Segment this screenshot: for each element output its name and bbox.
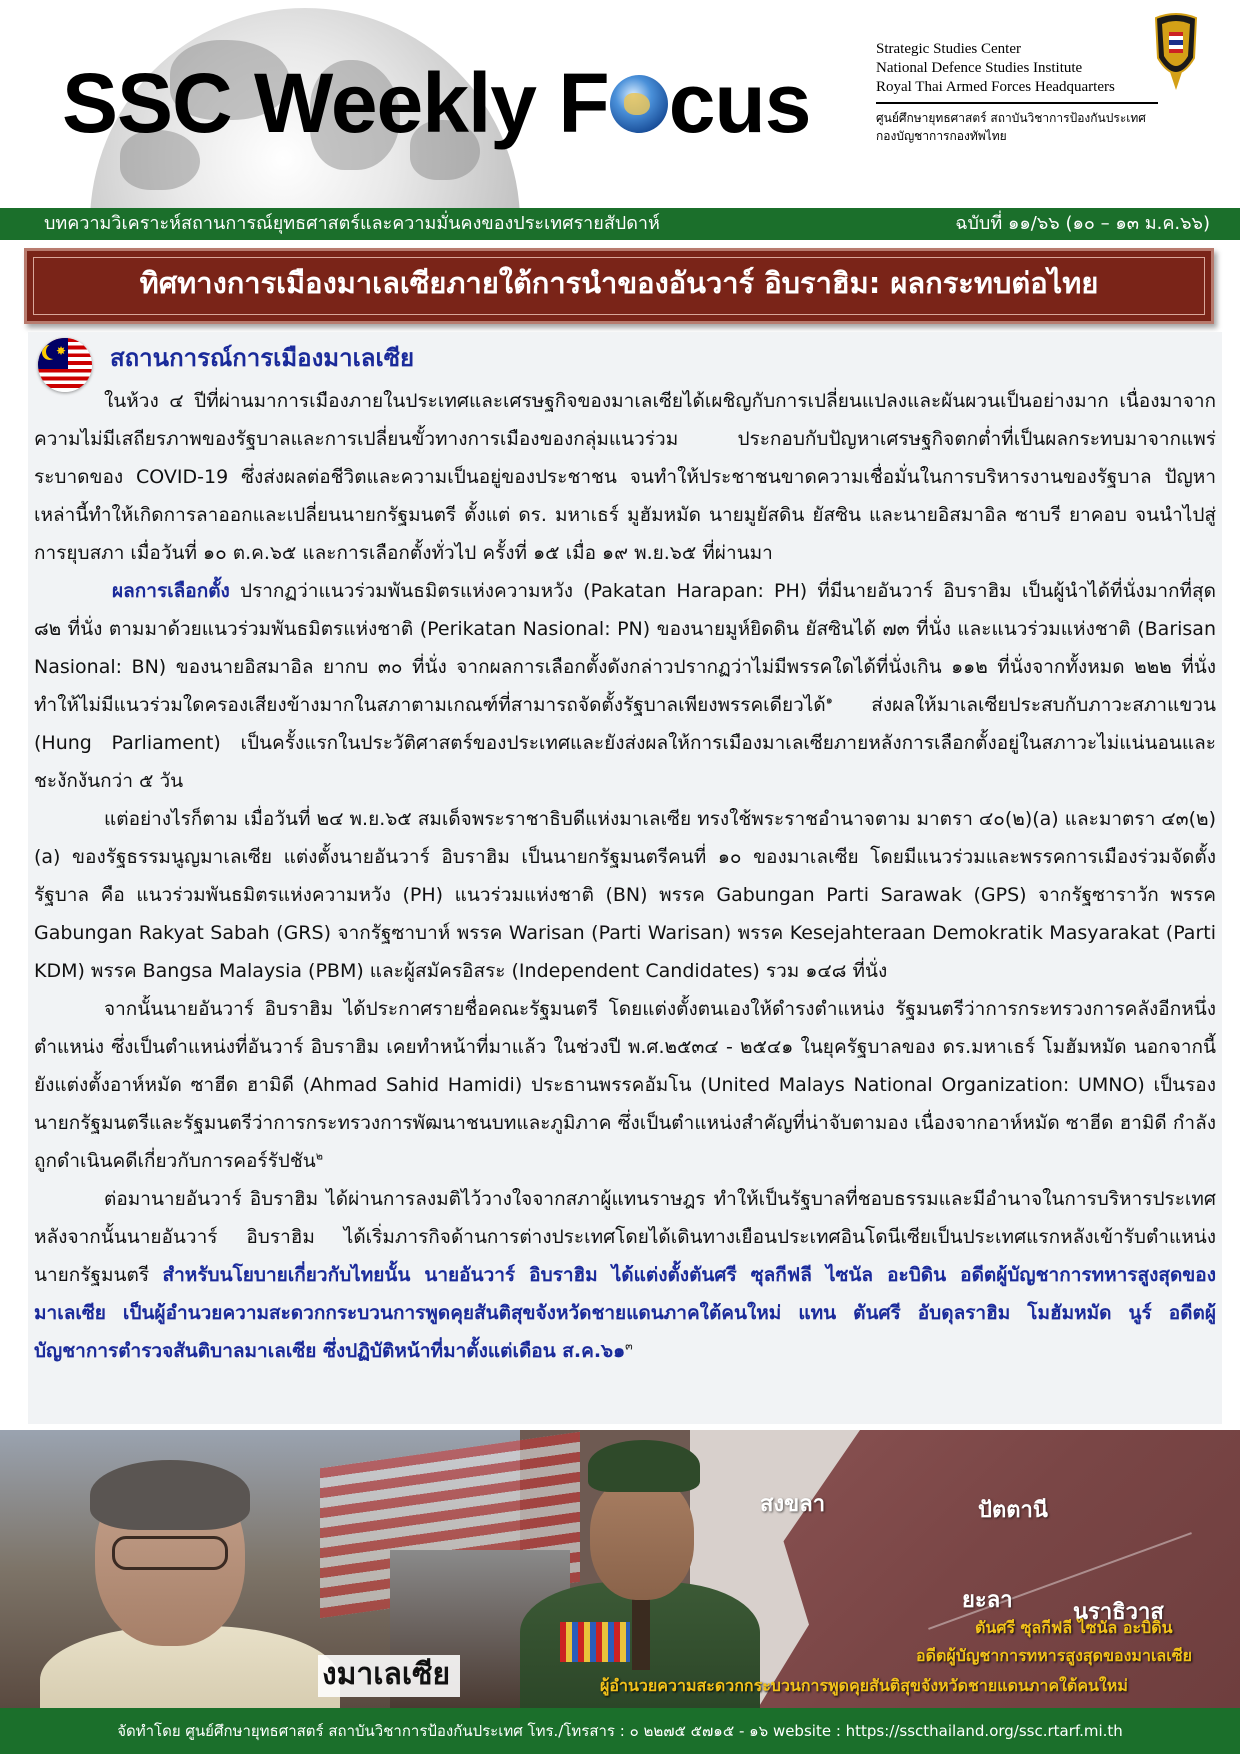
footer-bar <box>0 1708 1240 1754</box>
paragraph-5a: ต่อมานายอันวาร์ อิบราฮิม ได้ผ่านการลงมติไว้วางใจจากสภาผู้แทนราษฎร ทำให้เป็นรัฐบาลที่ชอบธรรมและมีอำนาจในการบริหารประเทศ หลังจากนั้นนายอันวาร์ อิบราฮิม ได้เริ่มภารกิจด้านการต่างประเทศโดยได้เดินทางเยือนประเทศอินโดนีเซียเป็นประเทศแรกหลังเข้ารับตำแหน่งนายกรัฐมนตรี <box>34 1188 1216 1286</box>
paragraph-2a: ปรากฏว่าแนวร่วมพันธมิตรแห่งความหวัง (Pakatan Harapan: PH) ที่มีนายอันวาร์ อิบราฮิม เป็นผู้นำได้ที่นั่งมากที่สุด ๘๒ ที่นั่ง ตามมาด้วยแนวร่วมพันธมิตรแห่งชาติ (Perikatan Nasional: PN) ของนายมูห์ยิดดิน ยัสซินได้ ๗๓ ที่นั่ง และแนวร่วมแห่งชาติ (Barisan Nasional: BN) ของนายอิสมาอิล ยากบ ๓๐ ที่นั่ง จากผลการเลือกตั้งดังกล่าวปรากฏว่าไม่มีพรรคใดได้ที่นั่งเกิน ๑๑๒ ที่นั่งจากทั้งหมด ๒๒๒ ที่นั่ง ทำให้ไม่มีแนวร่วมใดครองเสียงข้างมากในสภาตามเกณฑ์ที่สามารถจัดตั้งรัฐบาลเพียงพรรคเดียวได้ <box>34 580 1216 716</box>
portrait-general <box>520 1440 760 1708</box>
org-name-th-1: ศูนย์ศึกษายุทธศาสตร์ สถาบันวิชาการป้องกันประเทศ <box>876 111 1146 125</box>
paragraph-1: ในห้วง ๔ ปีที่ผ่านมาการเมืองภายในประเทศและเศรษฐกิจของมาเลเซียได้เผชิญกับการเปลี่ยนแปลงและผันผวนเป็นอย่างมาก เนื่องมาจากความไม่มีเสถียรภาพของรัฐบาลและการเปลี่ยนขั้วทางการเมืองของกลุ่มแนวร่วม ประกอบกับปัญหาเศรษฐกิจตกต่ำที่เป็นผลกระทบมาจากแพร่ระบาดของ COVID-19 ซึ่งส่งผลต่อชีวิตและความเป็นอยู่ของประชาชน จนทำให้ประชาชนขาดความเชื่อมั่นในการบริหารงานของรัฐบาล ปัญหาเหล่านี้ทำให้เกิดการลาออกและเปลี่ยนนายกรัฐมนตรี ตั้งแต่ ดร. มหาเธร์ มูฮัมหมัด นายมูยัสดิน ยัสซิน และนายอิสมาอิล ซาบรี ยาคอบ จนนำไปสู่การยุบสภา เมื่อวันที่ ๑๐ ต.ค.๖๕ และการเลือกตั้งทั่วไป ครั้งที่ ๑๕ เมื่อ ๑๙ พ.ย.๖๕ ที่ผ่านมา <box>34 390 1216 564</box>
photo-collage <box>0 1430 1240 1708</box>
org-name-th-2: กองบัญชาการกองทัพไทย <box>876 129 1007 143</box>
section-heading: สถานการณ์การเมืองมาเลเซีย <box>110 344 415 372</box>
map-label-songkhla: สงขลา <box>760 1492 826 1517</box>
cropped-caption: งมาเลเซีย <box>318 1655 460 1697</box>
org-name-en-2: National Defence Studies Institute <box>876 60 1083 76</box>
masthead <box>0 0 1240 208</box>
series-subtitle: บทความวิเคราะห์สถานการณ์ยุทธศาสตร์และความมั่นคงของประเทศรายสัปดาห์ <box>44 213 660 234</box>
title-text-start: SSC Weekly F <box>62 56 609 150</box>
footnote-ref-3: ๓ <box>625 1339 633 1353</box>
paragraph-2b: ส่งผลให้มาเลเซียประสบกับภาวะสภาแขวน (Hung Parliament) เป็นครั้งแรกในประวัติศาสตร์ของประเทศและยังส่งผลให้การเมืองมาเลเซียภายหลังการเลือกตั้งอยู่ในสภาวะไม่แน่นอนและชะงักงันกว่า ๕ วัน <box>34 694 1216 792</box>
issue-bar <box>0 208 1240 240</box>
article-text <box>34 382 1216 1370</box>
footer-text: จัดทำโดย ศูนย์ศึกษายุทธศาสตร์ สถาบันวิชาการป้องกันประเทศ โทร./โทรสาร : ๐ ๒๒๗๕ ๕๗๑๕ - ๑๖ website : https://sscthailand.org/ssc.rtarf.mi.th <box>117 1722 1123 1740</box>
issue-number: ฉบับที่ ๑๑/๖๖ (๑๐ – ๑๓ ม.ค.๖๖) <box>955 213 1210 234</box>
caption-name: ตันศรี ซุลกีฟลี ไซนัล อะบิดิน <box>975 1618 1173 1637</box>
armed-forces-emblem-icon <box>1152 12 1200 94</box>
article-body <box>28 332 1222 1424</box>
title-text-end: cus <box>668 56 811 150</box>
election-result-lead: ผลการเลือกตั้ง <box>112 580 230 602</box>
org-name-en-3: Royal Thai Armed Forces Headquarters <box>876 79 1115 95</box>
map-label-pattani: ปัตตานี <box>978 1498 1048 1523</box>
footnote-ref-1: ๑ <box>825 693 833 707</box>
paragraph <box>34 382 1216 572</box>
paragraph <box>34 1180 1216 1370</box>
caption-role-2: ผู้อำนวยความสะดวกกระบวนการพูดคุยสันติสุขจังหวัดชายแดนภาคใต้คนใหม่ <box>600 1676 1128 1695</box>
paragraph-4: จากนั้นนายอันวาร์ อิบราฮิม ได้ประกาศรายชื่อคณะรัฐมนตรี โดยแต่งตั้งตนเองให้ดำรงตำแหน่ง รัฐมนตรีว่าการกระทรวงการคลังอีกหนึ่งตำแหน่ง ซึ่งเป็นตำแหน่งที่อันวาร์ อิบราฮิม เคยทำหน้าที่มาแล้ว ในช่วงปี พ.ศ.๒๕๓๔ - ๒๕๔๑ ในยุครัฐบาลของ ดร.มหาเธร์ โมฮัมหมัด นอกจากนี้ยังแต่งตั้งอาห์หมัด ซาฮีด ฮามิดี (Ahmad Sahid Hamidi) ประธานพรรคอัมโน (United Malays National Organization: UMNO) เป็นรองนายกรัฐมนตรีและรัฐมนตรีว่าการกระทรวงการพัฒนาชนบทและภูมิภาค ซึ่งเป็นตำแหน่งสำคัญที่น่าจับตามอง เนื่องจากอาห์หมัด ซาฮีด ฮามิดี กำลังถูกดำเนินคดีเกี่ยวกับการคอร์รัปชัน <box>34 998 1216 1172</box>
organization-block <box>876 40 1161 145</box>
map-label-yala: ยะลา <box>962 1588 1013 1613</box>
portrait-anwar <box>40 1466 340 1708</box>
policy-highlight: สำหรับนโยบายเกี่ยวกับไทยนั้น นายอันวาร์ อิบราฮิม ได้แต่งตั้งตันศรี ซุลกีฟลี ไซนัล อะบิดิน อดีตผู้บัญชาการทหารสูงสุดของมาเลเซีย เป็นผู้อำนวยความสะดวกกระบวนการพูดคุยสันติสุขจังหวัดชายแดนภาคใต้คนใหม่ แทน ตันศรี อับดุลราฮิม โมฮัมหมัด นูร์ อดีตผู้บัญชาการตำรวจสันติบาลมาเลเซีย ซึ่งปฏิบัติหน้าที่มาตั้งแต่เดือน ส.ค.๖๑ <box>34 1264 1216 1362</box>
headline-banner <box>24 248 1214 324</box>
map-label-narathiwat: นราธิวาส <box>1073 1600 1164 1625</box>
masthead-title <box>62 58 810 148</box>
caption-role-1: อดีตผู้บัญชาการทหารสูงสุดของมาเลเซีย <box>916 1646 1192 1665</box>
headline-text: ทิศทางการเมืองมาเลเซียภายใต้การนำของอันวาร์ อิบราฮิม: ผลกระทบต่อไทย <box>139 266 1099 300</box>
org-divider <box>876 102 1158 104</box>
malaysia-flag-icon: ✸ <box>38 338 92 392</box>
paragraph <box>34 990 1216 1180</box>
paragraph <box>34 572 1216 800</box>
paragraph-3: แต่อย่างไรก็ตาม เมื่อวันที่ ๒๔ พ.ย.๖๕ สมเด็จพระราชาธิบดีแห่งมาเลเซีย ทรงใช้พระราชอำนาจตาม มาตรา ๔๐(๒)(a) และมาตรา ๔๓(๒)(a) ของรัฐธรรมนูญมาเลเซีย แต่งตั้งนายอันวาร์ อิบราฮิม เป็นนายกรัฐมนตรีคนที่ ๑๐ ของมาเลเซีย โดยมีแนวร่วมและพรรคการเมืองร่วมจัดตั้งรัฐบาล คือ แนวร่วมพันธมิตรแห่งความหวัง (PH) แนวร่วมแห่งชาติ (BN) พรรค Gabungan Parti Sarawak (GPS) จากรัฐซาราวัก พรรค Gabungan Rakyat Sabah (GRS) จากรัฐซาบาห์ พรรค Warisan (Parti Warisan) พรรค Kesejahteraan Demokratik Masyarakat (Parti KDM) พรรค Bangsa Malaysia (PBM) และผู้สมัครอิสระ (Independent Candidates) รวม ๑๔๘ ที่นั่ง <box>34 808 1216 982</box>
paragraph <box>34 800 1216 990</box>
globe-icon <box>610 75 668 133</box>
footnote-ref-2: ๒ <box>315 1149 324 1163</box>
org-name-en-1: Strategic Studies Center <box>876 41 1021 57</box>
